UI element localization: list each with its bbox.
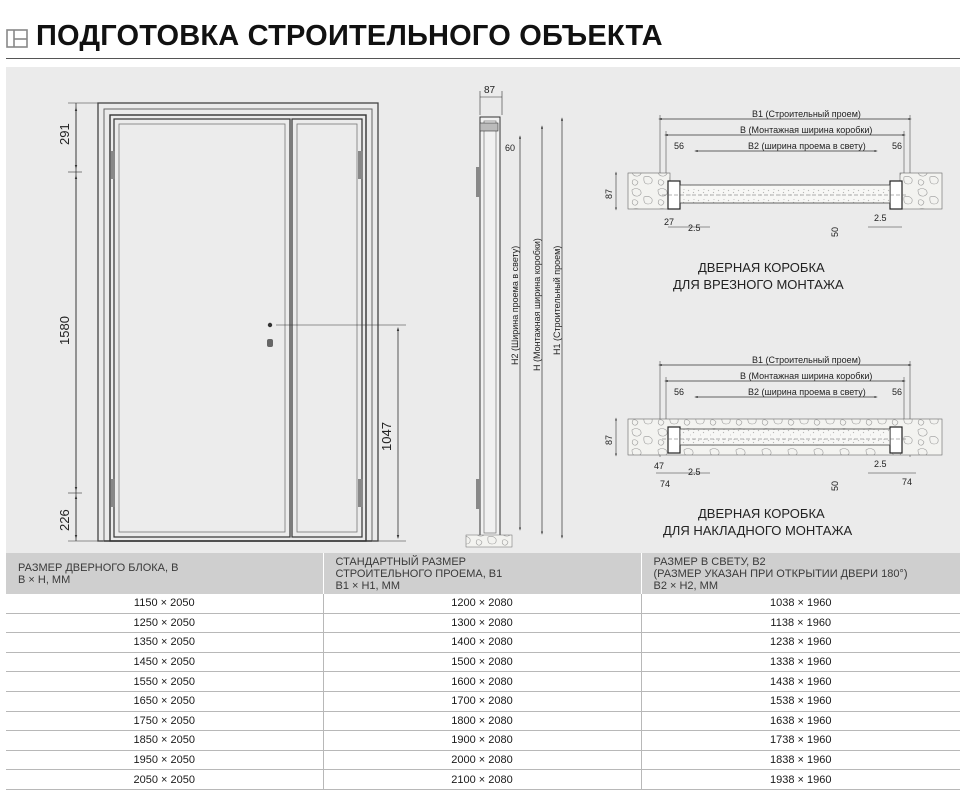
- table-row: [6, 770, 960, 790]
- caption-mortise-line1: ДВЕРНАЯ КОРОБКА: [698, 260, 825, 275]
- dim-56-right-overlay: 56: [892, 387, 903, 397]
- page-title: ПОДГОТОВКА СТРОИТЕЛЬНОГО ОБЪЕКТА: [36, 19, 663, 52]
- dim-25-right-mortise: 2.5: [874, 213, 887, 223]
- table-cell: 1550 × 2050: [6, 672, 323, 692]
- label-b2-overlay: B2 (ширина проема в свету): [748, 387, 866, 397]
- dim-56-left-mortise: 56: [674, 141, 685, 151]
- dim-56-left-overlay: 56: [674, 387, 685, 397]
- caption-overlay-line2: ДЛЯ НАКЛАДНОГО МОНТАЖА: [663, 523, 853, 538]
- table-cell: 1138 × 1960: [641, 613, 960, 633]
- table-cell: 1900 × 2080: [323, 731, 641, 751]
- table-cell: 1600 × 2080: [323, 672, 641, 692]
- header-line: СТРОИТЕЛЬНОГО ПРОЕМА, В1: [335, 568, 503, 580]
- dim-87-overlay: 87: [604, 434, 614, 445]
- table-cell: 1450 × 2050: [6, 652, 323, 672]
- dim-60-side: 60: [505, 143, 516, 153]
- header-line: (РАЗМЕР УКАЗАН ПРИ ОТКРЫТИИ ДВЕРИ 180°): [653, 568, 908, 580]
- label-b1-overlay: B1 (Строительный проем): [752, 355, 861, 365]
- header-line: РАЗМЕР ДВЕРНОГО БЛОКА, В: [18, 562, 179, 574]
- table-cell: 1438 × 1960: [641, 672, 960, 692]
- dim-50-overlay: 50: [830, 480, 840, 491]
- dim-25-left-mortise: 2.5: [688, 223, 701, 233]
- technical-drawing: [6, 67, 960, 553]
- table-row: [6, 711, 960, 731]
- table-row: [6, 672, 960, 692]
- header-line: В2 × Н2, ММ: [653, 580, 718, 592]
- dim-87-mortise: 87: [604, 188, 614, 199]
- table-row: [6, 594, 960, 613]
- header-line: СТАНДАРТНЫЙ РАЗМЕР: [335, 556, 467, 568]
- table-cell: 1650 × 2050: [6, 691, 323, 711]
- table-cell: 1350 × 2050: [6, 633, 323, 653]
- header-line: РАЗМЕР В СВЕТУ, В2: [653, 556, 766, 568]
- table-cell: 2050 × 2050: [6, 770, 323, 790]
- label-h: H (Монтажная ширина коробки): [532, 238, 542, 371]
- table-cell: 1538 × 1960: [641, 691, 960, 711]
- header-clear-opening: [641, 553, 960, 594]
- table-row: [6, 731, 960, 751]
- table-cell: 1338 × 1960: [641, 652, 960, 672]
- table-row: [6, 652, 960, 672]
- table-cell: 2100 × 2080: [323, 770, 641, 790]
- dim-47-overlay: 47: [654, 461, 665, 471]
- page-header: [6, 14, 960, 59]
- table-cell: 1638 × 1960: [641, 711, 960, 731]
- table-cell: 1738 × 1960: [641, 731, 960, 751]
- header-construction-opening: [323, 553, 641, 594]
- dim-1580: 1580: [57, 316, 72, 345]
- label-b-mortise: B (Монтажная ширина коробки): [740, 125, 873, 135]
- dim-1047: 1047: [379, 422, 394, 451]
- header-line: В1 × Н1, ММ: [335, 580, 400, 592]
- caption-mortise-line2: ДЛЯ ВРЕЗНОГО МОНТАЖА: [673, 277, 844, 292]
- section-mortise-mount: [604, 109, 942, 292]
- table-cell: 1150 × 2050: [6, 594, 323, 613]
- table-cell: 1038 × 1960: [641, 594, 960, 613]
- label-h1: H1 (Строительный проем): [552, 245, 562, 355]
- table-cell: 1800 × 2080: [323, 711, 641, 731]
- table-cell: 1200 × 2080: [323, 594, 641, 613]
- table-row: [6, 613, 960, 633]
- section-overlay-mount: [604, 355, 942, 538]
- dim-87-side: 87: [484, 85, 496, 96]
- table-cell: 1838 × 1960: [641, 750, 960, 770]
- dim-74-right-overlay: 74: [902, 477, 913, 487]
- door-sizes-table: [6, 553, 960, 790]
- table-cell: 1500 × 2080: [323, 652, 641, 672]
- table-cell: 1238 × 1960: [641, 633, 960, 653]
- dim-25-left-overlay: 2.5: [688, 467, 701, 477]
- table-cell: 1250 × 2050: [6, 613, 323, 633]
- table-cell: 1400 × 2080: [323, 633, 641, 653]
- door-front-view: [57, 103, 406, 541]
- dim-226: 226: [57, 509, 72, 531]
- table-cell: 1850 × 2050: [6, 731, 323, 751]
- dim-291: 291: [57, 123, 72, 145]
- table-cell: 1950 × 2050: [6, 750, 323, 770]
- table-row: [6, 633, 960, 653]
- dim-50-mortise: 50: [830, 226, 840, 237]
- table-cell: 2000 × 2080: [323, 750, 641, 770]
- table-cell: 1300 × 2080: [323, 613, 641, 633]
- technical-drawing-panel: [6, 67, 960, 553]
- table-row: [6, 750, 960, 770]
- label-b2-mortise: B2 (ширина проема в свету): [748, 141, 866, 151]
- table-cell: 1938 × 1960: [641, 770, 960, 790]
- dim-74-left-overlay: 74: [660, 479, 671, 489]
- label-b1-mortise: B1 (Строительный проем): [752, 109, 861, 119]
- label-h2: H2 (Ширина проема в свету): [510, 245, 520, 365]
- label-b-overlay: B (Монтажная ширина коробки): [740, 371, 873, 381]
- door-sizes-table-wrap: [6, 553, 960, 790]
- table-cell: 1750 × 2050: [6, 711, 323, 731]
- dim-25-right-overlay: 2.5: [874, 459, 887, 469]
- table-row: [6, 691, 960, 711]
- table-header-row: [6, 553, 960, 594]
- header-line: В × Н, ММ: [18, 574, 71, 586]
- dim-27-mortise: 27: [664, 217, 675, 227]
- header-door-block-size: [6, 553, 323, 594]
- door-side-section: [466, 85, 562, 547]
- caption-overlay-line1: ДВЕРНАЯ КОРОБКА: [698, 506, 825, 521]
- table-cell: 1700 × 2080: [323, 691, 641, 711]
- dim-56-right-mortise: 56: [892, 141, 903, 151]
- door-plan-icon: [6, 27, 28, 49]
